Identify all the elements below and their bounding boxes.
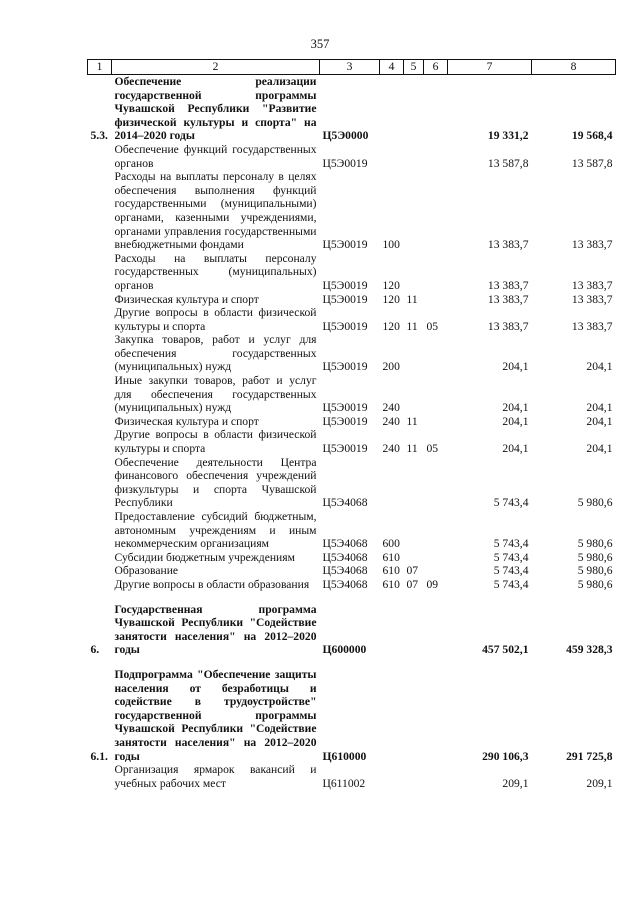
row-expense-type [380,143,404,170]
table-row [88,578,616,592]
row-number [88,578,112,592]
header-cell: 3 [320,60,380,75]
row-subsection [424,564,448,578]
row-code: Ц5Э0019 [322,401,368,415]
row-amount-col8: 204,1 [586,360,613,374]
row-expense-type: 240 [382,401,400,415]
row-amount-col7: 13 383,7 [487,238,529,252]
row-amount-col7: 5 743,4 [493,537,529,551]
row-expense-type: 120 [382,319,400,333]
row-name: Обеспечение реализации государственной программы Чувашской Республики "Развитие физической культуры и спорта" на 2014–2020 годы [114,75,317,143]
table-row [88,428,616,455]
row-number [88,252,112,293]
table-header-row [88,60,616,75]
row-amount-col8: 19 568,4 [571,129,613,143]
row-section [404,333,424,374]
row-subsection [424,415,448,429]
header-cell: 2 [112,60,320,75]
row-expense-type [380,592,404,657]
row-name: Образование [114,564,179,578]
row-number [88,763,112,790]
row-code: Ц5Э0019 [322,319,368,333]
row-number: 6.1. [90,749,108,763]
row-expense-type: 120 [382,292,400,306]
table-row [88,592,616,657]
row-amount-col8: 459 328,3 [566,643,613,657]
row-subsection [424,763,448,790]
row-expense-type [380,763,404,790]
row-name: Подпрограмма "Обеспечение защиты населения от безработицы и содействие в трудоустройстве" государственной программы Чувашской Республики "Содействие занятости населения" на 2012–2020 годы [114,667,317,763]
header-cell: 4 [380,60,404,75]
row-amount-col8: 13 383,7 [571,292,613,306]
row-code: Ц5Э0019 [322,238,368,252]
row-expense-type: 610 [382,577,400,591]
row-amount-col8: 204,1 [586,401,613,415]
row-expense-type: 200 [382,360,400,374]
row-code: Ц5Э4068 [322,537,368,551]
header-cell: 6 [424,60,448,75]
table-row [88,456,616,510]
row-number [88,415,112,429]
row-number [88,306,112,333]
row-section [404,551,424,565]
row-name: Обеспечение функций государственных органов [114,142,317,170]
table-row [88,374,616,415]
row-section [404,456,424,510]
row-code: Ц5Э0019 [322,156,368,170]
row-code: Ц5Э4068 [322,564,368,578]
row-amount-col8: 5 980,6 [577,496,613,510]
row-name: Другие вопросы в области физической культуры и спорта [114,306,317,333]
row-code: Ц5Э4068 [322,496,368,510]
row-number [88,456,112,510]
row-subsection [424,170,448,252]
row-number: 5.3. [90,129,108,143]
row-code: Ц5Э0000 [322,129,369,143]
row-section [404,592,424,657]
row-amount-col7: 13 383,7 [487,292,529,306]
row-expense-type [380,75,404,143]
row-amount-col7: 290 106,3 [482,749,529,763]
row-section [404,143,424,170]
row-amount-col7: 5 743,4 [493,550,529,564]
row-number [88,510,112,551]
row-amount-col8: 13 383,7 [571,278,613,292]
row-section: 11 [406,414,418,428]
budget-table [87,59,616,790]
row-name: Расходы на выплаты персоналу в целях обеспечения выполнения функций государственными (муниципальными) органами, казенными учреждениями, органами управления государственными внебюджетными фондами [114,170,317,252]
table-row [88,143,616,170]
row-amount-col8: 5 980,6 [577,537,613,551]
row-code: Ц5Э0019 [322,414,368,428]
row-amount-col7: 204,1 [502,414,529,428]
row-subsection [424,252,448,293]
row-section [404,374,424,415]
row-amount-col8: 204,1 [586,414,613,428]
header-cell: 7 [448,60,532,75]
row-amount-col7: 209,1 [502,776,529,790]
row-subsection [424,374,448,415]
table-row [88,252,616,293]
row-subsection: 05 [426,442,439,456]
row-code: Ц5Э4068 [322,577,368,591]
row-amount-col7: 5 743,4 [493,564,529,578]
row-code: Ц5Э4068 [322,550,368,564]
row-amount-col7: 13 383,7 [487,278,529,292]
row-code: Ц5Э0019 [322,360,368,374]
row-amount-col8: 13 587,8 [571,156,613,170]
row-expense-type: 600 [382,537,400,551]
row-amount-col8: 5 980,6 [577,564,613,578]
row-name: Закупка товаров, работ и услуг для обеспечения государственных (муниципальных) нужд [114,333,317,374]
row-subsection [424,75,448,143]
table-row [88,657,616,763]
row-amount-col7: 204,1 [502,401,529,415]
row-subsection [424,456,448,510]
table-row [88,293,616,307]
row-expense-type: 120 [382,278,400,292]
row-amount-col7: 13 383,7 [487,319,529,333]
table-row [88,564,616,578]
row-section [404,657,424,763]
row-code: Ц5Э0019 [322,292,368,306]
row-code: Ц610000 [322,749,367,763]
row-name: Физическая культура и спорт [114,292,259,306]
row-subsection [424,293,448,307]
row-name: Другие вопросы в области образования [114,577,310,591]
row-code: Ц5Э0019 [322,278,368,292]
table-row [88,306,616,333]
row-name: Субсидии бюджетным учреждениям [114,550,295,564]
table-row [88,551,616,565]
row-name: Организация ярмарок вакансий и учебных рабочих мест [114,763,317,790]
row-subsection [424,551,448,565]
row-amount-col7: 19 331,2 [487,129,529,143]
row-amount-col8: 13 383,7 [571,238,613,252]
row-subsection [424,510,448,551]
row-expense-type: 240 [382,414,400,428]
row-number [88,170,112,252]
table-row [88,415,616,429]
table-row [88,763,616,790]
row-amount-col8: 209,1 [586,776,613,790]
row-subsection [424,143,448,170]
row-expense-type [380,456,404,510]
row-subsection: 05 [426,319,439,333]
row-name: Иные закупки товаров, работ и услуг для обеспечения государственных (муниципальных) нужд [114,374,317,415]
row-section: 07 [406,564,419,578]
row-section [404,170,424,252]
header-cell: 1 [88,60,112,75]
row-code: Ц600000 [322,643,367,657]
row-number [88,428,112,455]
row-amount-col8: 5 980,6 [577,550,613,564]
row-number [88,374,112,415]
header-cell: 8 [532,60,616,75]
row-expense-type: 610 [382,564,400,578]
row-subsection [424,333,448,374]
row-number [88,143,112,170]
row-amount-col7: 13 587,8 [487,156,529,170]
row-amount-col8: 13 383,7 [571,319,613,333]
row-name: Предоставление субсидий бюджетным, автономным учреждениям и иным некоммерческим организациям [114,510,317,551]
table-row [88,333,616,374]
row-code: Ц5Э0019 [322,442,368,456]
row-subsection [424,592,448,657]
row-amount-col8: 204,1 [586,442,613,456]
row-code: Ц611002 [322,776,366,790]
row-name: Государственная программа Чувашской Республики "Содействие занятости населения" на 2012–2020 годы [114,602,317,657]
row-section: 11 [406,442,418,456]
row-subsection: 09 [426,577,439,591]
row-amount-col7: 204,1 [502,442,529,456]
row-amount-col8: 291 725,8 [566,749,613,763]
row-subsection [424,657,448,763]
row-expense-type: 610 [382,550,400,564]
page-number: 357 [310,37,330,51]
row-number [88,333,112,374]
row-amount-col7: 204,1 [502,360,529,374]
row-number [88,293,112,307]
table-row [88,170,616,252]
header-cell: 5 [404,60,424,75]
row-amount-col7: 5 743,4 [493,577,529,591]
row-name: Расходы на выплаты персоналу государственных (муниципальных) органов [114,251,317,292]
row-section [404,510,424,551]
row-expense-type: 240 [382,442,400,456]
row-name: Другие вопросы в области физической культуры и спорта [114,428,317,456]
row-name: Обеспечение деятельности Центра финансового обеспечения учреждений физкультуры и спорта Чувашской Республики [114,455,317,510]
row-amount-col7: 5 743,4 [493,496,529,510]
row-expense-type [380,657,404,763]
row-section [404,252,424,293]
row-section: 11 [406,292,418,306]
row-section [404,763,424,790]
row-number [88,551,112,565]
row-section [404,75,424,143]
table-row [88,75,616,143]
row-section: 11 [406,319,418,333]
row-name: Физическая культура и спорт [114,414,259,428]
row-number [88,564,112,578]
row-number: 6. [90,643,100,657]
row-amount-col8: 5 980,6 [577,577,613,591]
row-amount-col7: 457 502,1 [482,643,529,657]
row-expense-type: 100 [382,238,400,252]
row-section: 07 [406,577,419,591]
table-row [88,510,616,551]
